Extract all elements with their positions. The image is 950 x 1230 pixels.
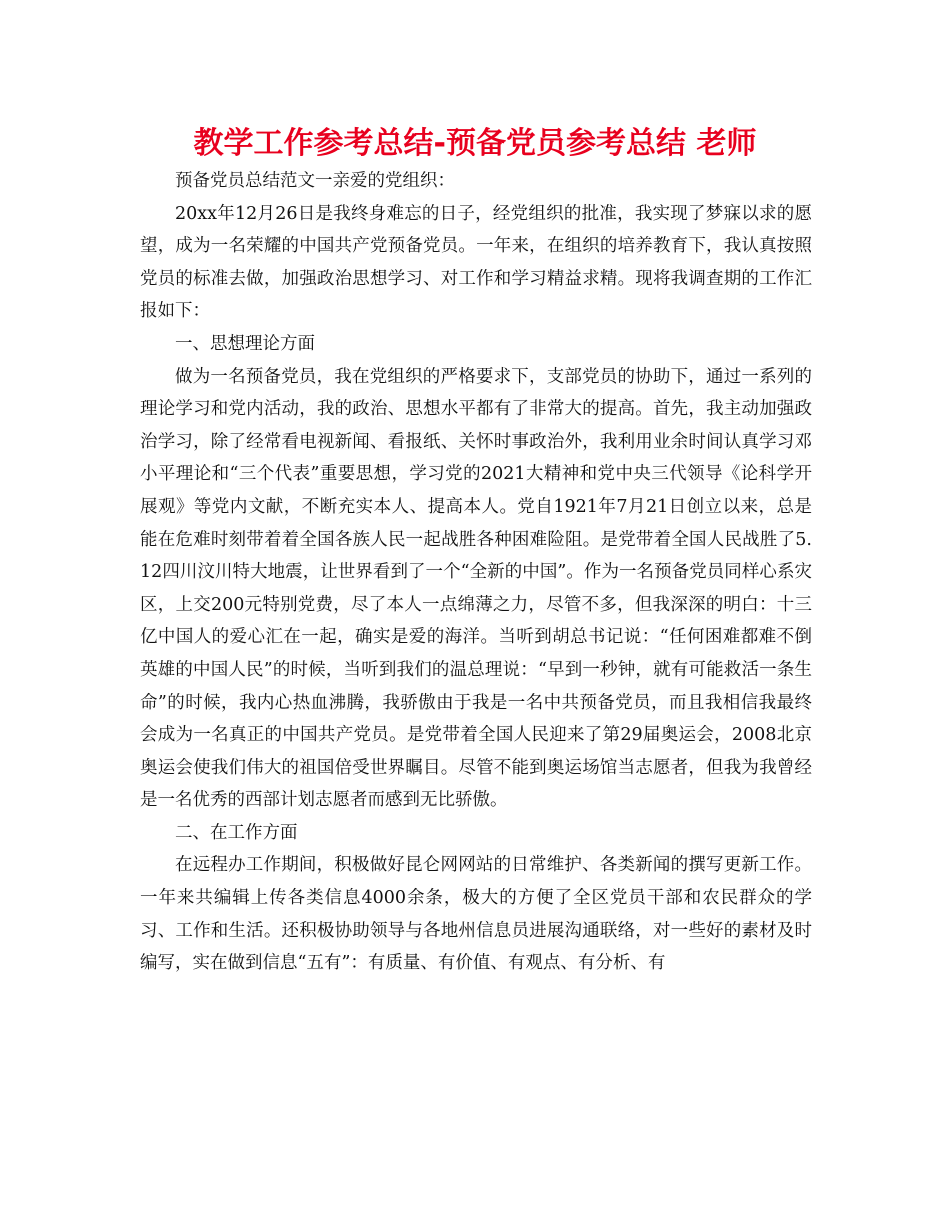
- section-heading-work: 二、在工作方面: [175, 822, 298, 843]
- theory-paragraph: 做为一名预备党员，我在党组织的严格要求下，支部党员的协助下，通过一系列的理论学习和党内活动，我的政治、思想水平都有了非常大的提高。首先，我主动加强政治学习，除了经常看电视新闻、看报纸、关怀时事政治外，我利用业余时间认真学习邓小平理论和“三个代表”重要思想，学习党的2021大精神和党中央三代领导《论科学开展观》等党内文献，不断充实本人、提高本人。党自1921年7月21日创立以来，总是能在危难时刻带着着全国各族人民一起战胜各种困难险阻。是党带着全国人民战胜了5.12四川汶川特大地震，让世界看到了一个“全新的中国”。作为一名预备党员同样心系灾区，上交200元特别党费，尽了本人一点绵薄之力，尽管不多，但我深深的明白：十三亿中国人的爱心汇在一起，确实是爱的海洋。当听到胡总书记说：“任何困难都难不倒英雄的中国人民”的时候，当听到我们的温总理说：“早到一秒钟，就有可能救活一条生命”的时候，我内心热血沸腾，我骄傲由于我是一名中共预备党员，而且我相信我最终会成为一名真正的中国共产党员。是党带着全国人民迎来了第29届奥运会，2008北京奥运会使我们伟大的祖国倍受世界瞩目。尽管不能到奥运场馆当志愿者，但我为我曾经是一名优秀的西部计划志愿者而感到无比骄傲。: [140, 366, 812, 811]
- intro-paragraph: 20xx年12月26日是我终身难忘的日子，经党组织的批准，我实现了梦寐以求的愿望，成为一名荣耀的中国共产党预备党员。一年来，在组织的培养教育下，我认真按照党员的标准去做，加强政治思想学习、对工作和学习精益求精。现将我调查期的工作汇报如下：: [140, 203, 812, 322]
- salutation-paragraph: 预备党员总结范文一亲爱的党组织：: [175, 171, 455, 191]
- document-body: [140, 165, 812, 980]
- document-title: 教学工作参考总结-预备党员参考总结 老师: [193, 126, 757, 161]
- section-heading-theory: 一、思想理论方面: [175, 333, 315, 354]
- work-paragraph: 在远程办工作期间，积极做好昆仑网网站的日常维护、各类新闻的撰写更新工作。一年来共编辑上传各类信息4000余条，极大的方便了全区党员干部和农民群众的学习、工作和生活。还积极协助领导与各地州信息员进展沟通联络，对一些好的素材及时编写，实在做到信息“五有”：有质量、有价值、有观点、有分析、有: [140, 855, 812, 974]
